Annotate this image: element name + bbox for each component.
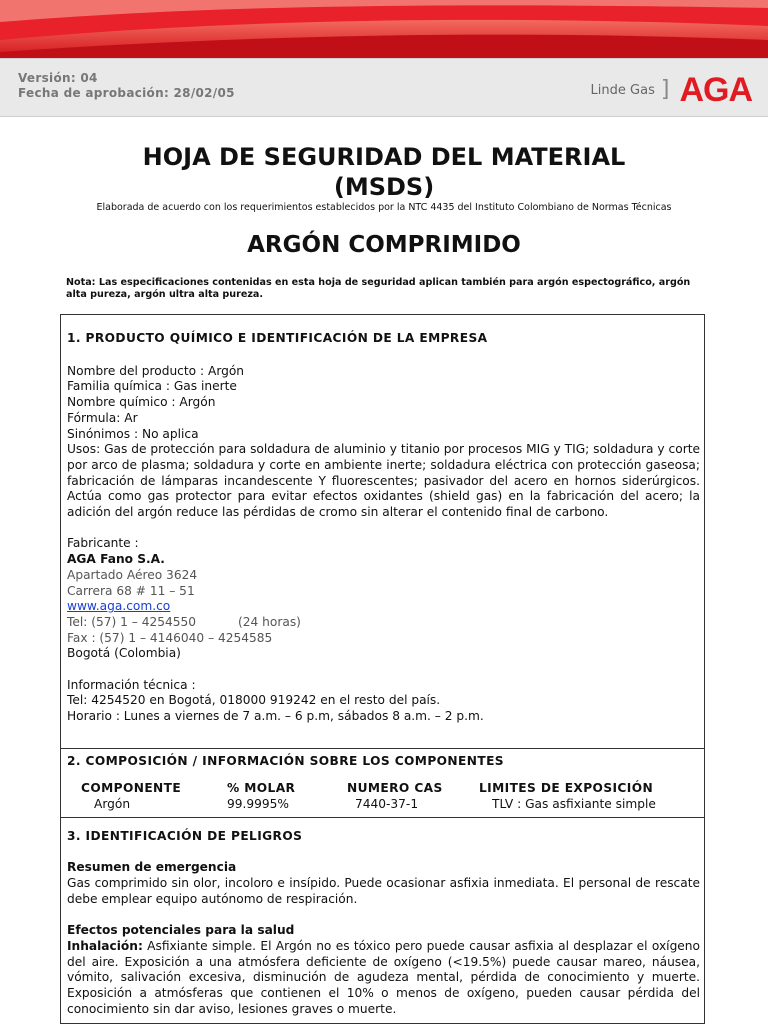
- version-label: Versión: 04: [18, 71, 98, 85]
- inhalation-text: Asfixiante simple. El Argón no es tóxico pero puede causar asfixia al desplazar el oxígeno del aire. Exposición a una atmósfera deficiente de oxígeno (<19.5%) puede causar mareo, náusea, vómito, salivación excesiva, disminución de agudeza mental, pérdida de conocimiento y muerte. Exposición a atmósferas que contienen el 10% o menos de oxígeno, pueden causar pérdida del conocimiento sin dar aviso, lesiones graves o muerte.: [67, 938, 700, 1016]
- section-1-heading: 1. PRODUCTO QUÍMICO E IDENTIFICACIÓN DE LA EMPRESA: [67, 331, 488, 345]
- address: Carrera 68 # 11 – 51: [67, 583, 195, 598]
- uses-text: Usos: Gas de protección para soldadura de aluminio y titanio por procesos MIG y TIG; soldadura y corte por arco de plasma; soldadura y corte en ambiente inerte; soldadura eléctrica con protección gaseosa; fabricación de lámparas incandescente Y fluorescentes; pasivador del acero en hornos siderúrgicos. Actúa como gas protector para evitar efectos oxidantes (shield gas) en la fabricación del acero; la adición del argón reduce las pérdidas de cromo sin alterar el contenido final de carbono.: [67, 442, 700, 520]
- section-2-heading: 2. COMPOSICIÓN / INFORMACIÓN SOBRE LOS COMPONENTES: [67, 754, 504, 768]
- product-name: Nombre del producto : Argón: [67, 363, 245, 378]
- formula: Fórmula: Ar: [67, 410, 138, 425]
- brand-logo: [591, 73, 752, 107]
- document-header: [0, 58, 768, 117]
- technical-info-label: Información técnica :: [67, 677, 196, 692]
- approval-date: Fecha de aprobación: 28/02/05: [18, 86, 235, 100]
- city: Bogotá (Colombia): [67, 646, 181, 661]
- col-header-molar: % MOLAR: [227, 781, 296, 795]
- chemical-name: Nombre químico : Argón: [67, 395, 216, 410]
- aga-logo: AGA: [679, 71, 752, 109]
- phone-hours: (24 horas): [238, 614, 301, 629]
- manufacturer-label: Fabricante :: [67, 536, 139, 551]
- col-header-exposure: LIMITES DE EXPOSICIÓN: [479, 781, 654, 795]
- website-link[interactable]: www.aga.com.co: [67, 599, 171, 614]
- col-header-cas: NUMERO CAS: [347, 781, 443, 795]
- component-value: Argón: [94, 797, 131, 811]
- phone-number: Tel: (57) 1 – 4254550: [67, 614, 197, 629]
- fax: Fax : (57) 1 – 4146040 – 4254585: [67, 630, 273, 645]
- exposure-value: TLV : Gas asfixiante simple: [492, 797, 656, 811]
- note-text: Nota: Las especificaciones contenidas en esta hoja de seguridad aplican también para argón espectográfico, argón alta pureza, argón ultra alta pureza.: [66, 277, 691, 300]
- inhalation-label: Inhalación:: [67, 938, 143, 953]
- title-line-2: (MSDS): [333, 173, 435, 201]
- technical-info-phone: Tel: 4254520 en Bogotá, 018000 919242 en el resto del país.: [67, 693, 441, 708]
- section-1: [61, 315, 704, 749]
- po-box: Apartado Aéreo 3624: [67, 567, 198, 582]
- col-header-component: COMPONENTE: [81, 781, 182, 795]
- section-3: [61, 817, 704, 1024]
- title-line-1: HOJA DE SEGURIDAD DEL MATERIAL: [142, 143, 626, 171]
- manufacturer-name: AGA Fano S.A.: [67, 552, 165, 567]
- emergency-text: Gas comprimido sin olor, incoloro e insípido. Puede ocasionar asfixia inmediata. El personal de rescate debe emplear equipo autónomo de respiración.: [67, 876, 700, 906]
- cas-value: 7440-37-1: [355, 797, 419, 811]
- linde-gas-logo-text: Linde Gas: [590, 82, 655, 98]
- product-title: ARGÓN COMPRIMIDO: [247, 232, 521, 258]
- synonyms: Sinónimos : No aplica: [67, 426, 199, 441]
- header-banner: [0, 0, 768, 58]
- section-3-heading: 3. IDENTIFICACIÓN DE PELIGROS: [67, 829, 303, 843]
- version-info: [18, 71, 235, 101]
- health-effects-title: Efectos potenciales para la salud: [67, 923, 295, 938]
- inhalation-paragraph: [67, 939, 700, 1018]
- phone-line: [67, 615, 700, 631]
- msds-content-box: [60, 314, 705, 1024]
- business-hours: Horario : Lunes a viernes de 7 a.m. – 6 p.m, sábados 8 a.m. – 2 p.m.: [67, 709, 484, 724]
- banner-wave-graphic: [0, 0, 768, 58]
- brand-bracket: ]: [660, 77, 670, 102]
- section-2: [61, 748, 704, 818]
- document-subtitle: Elaborada de acuerdo con los requerimientos establecidos por la NTC 4435 del Instituto Colombiano de Normas Técnicas: [96, 202, 672, 213]
- emergency-title: Resumen de emergencia: [67, 860, 237, 875]
- document-title: [0, 142, 768, 202]
- molar-value: 99.9995%: [227, 797, 289, 811]
- chemical-family: Familia química : Gas inerte: [67, 379, 237, 394]
